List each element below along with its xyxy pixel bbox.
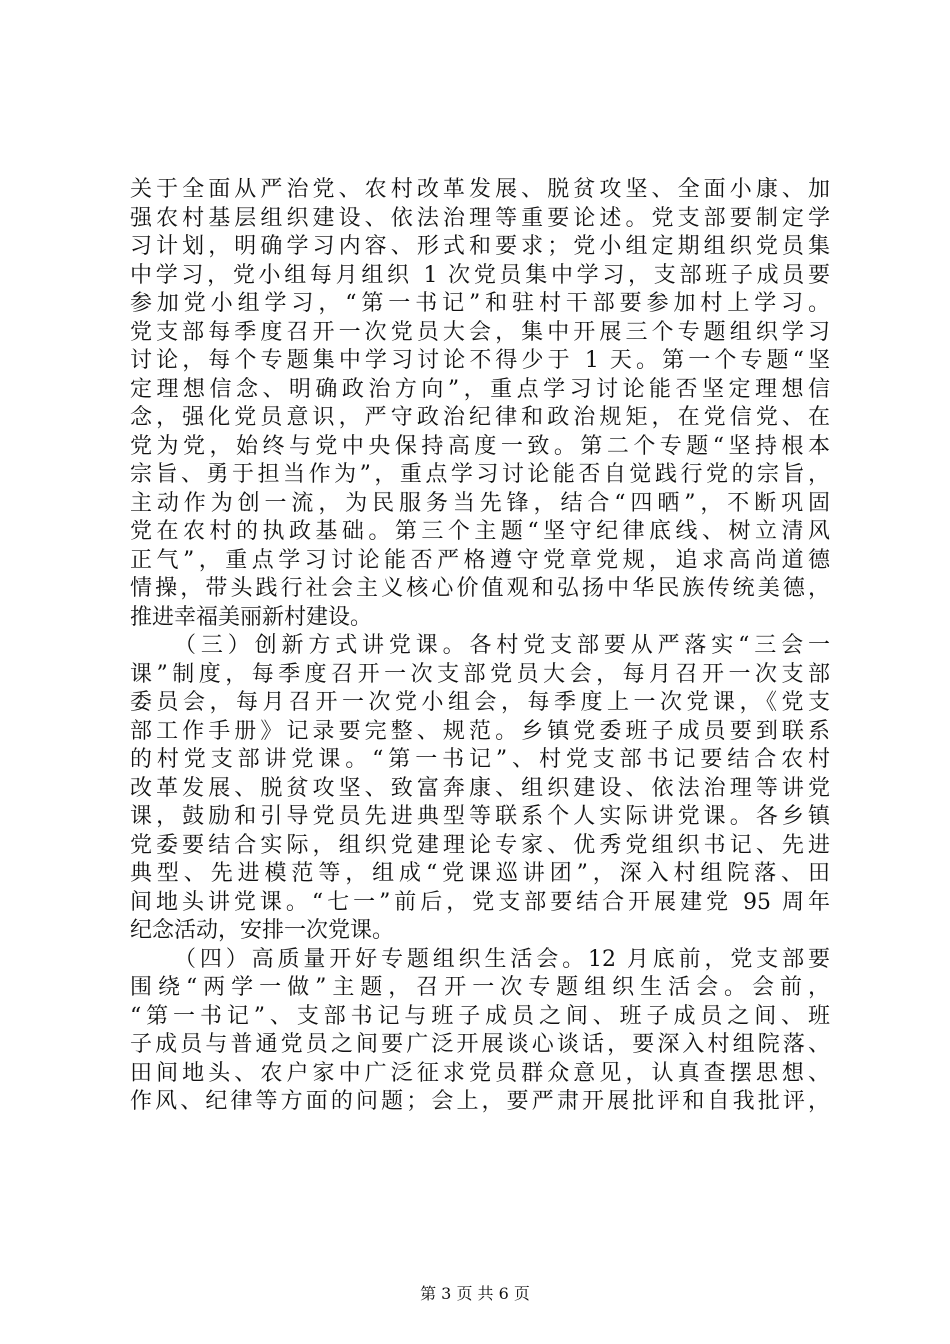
- text-line: 强农村基层组织建设、依法治理等重要论述。党支部要制定学: [130, 205, 830, 231]
- text-line: 围绕“两学一做”主题，召开一次专题组织生活会。会前，: [130, 975, 830, 1000]
- text-line: 典型、先进模范等，组成“党课巡讲团”，深入村组院落、田: [130, 861, 830, 886]
- text-line: 党在农村的执政基础。第三个主题“坚守纪律底线、树立清风: [130, 519, 830, 544]
- text-line: 正气”，重点学习讨论能否严格遵守党章党规，追求高尚道德: [130, 547, 830, 573]
- text-line: 中学习，党小组每月组织 1 次党员集中学习，支部班子成员要: [130, 262, 830, 288]
- text-line: 宗旨、勇于担当作为”，重点学习讨论能否自觉践行党的宗旨，: [130, 462, 830, 487]
- text-line: 党支部每季度召开一次党员大会，集中开展三个专题组织学习: [130, 319, 830, 345]
- text-line: 间地头讲党课。“七一”前后，党支部要结合开展建党 95 周年: [130, 889, 830, 915]
- text-line: 的村党支部讲党课。“第一书记”、村党支部书记要结合农村: [130, 747, 830, 772]
- text-line: 改革发展、脱贫攻坚、致富奔康、组织建设、依法治理等讲党: [130, 775, 830, 801]
- document-body: [130, 176, 830, 1117]
- text-line: 子成员与普通党员之间要广泛开展谈心谈话，要深入村组院落、: [130, 1032, 830, 1057]
- page-number-label: 第 3 页 共 6 页: [420, 1284, 530, 1303]
- text-line: 情操，带头践行社会主义核心价值观和弘扬中华民族传统美德，: [130, 576, 830, 601]
- section-heading-line: （三）创新方式讲党课。各村党支部要从严落实“三会一: [174, 633, 830, 658]
- text-line: 委员会，每月召开一次党小组会，每季度上一次党课，《党支: [130, 690, 830, 715]
- text-line: 课”制度，每季度召开一次支部党员大会，每月召开一次支部: [130, 661, 830, 687]
- text-line: 课，鼓励和引导党员先进典型等联系个人实际讲党课。各乡镇: [130, 804, 830, 829]
- text-line: 定理想信念、明确政治方向”，重点学习讨论能否坚定理想信: [130, 376, 830, 402]
- text-line: 参加党小组学习，“第一书记”和驻村干部要参加村上学习。: [130, 291, 830, 316]
- section-heading-line: （四）高质量开好专题组织生活会。12 月底前，党支部要: [174, 946, 830, 972]
- text-line: 田间地头、农户家中广泛征求党员群众意见，认真查摆思想、: [130, 1060, 830, 1086]
- text-line: 党为党，始终与党中央保持高度一致。第二个专题“坚持根本: [130, 433, 830, 459]
- text-line: 纪念活动，安排一次党课。: [130, 918, 395, 943]
- text-line: 主动作为创一流，为民服务当先锋，结合“四晒”，不断巩固: [130, 490, 830, 516]
- page-footer: [0, 1284, 950, 1304]
- text-line: 作风、纪律等方面的问题；会上，要严肃开展批评和自我批评，: [130, 1089, 830, 1114]
- text-line: 党委要结合实际，组织党建理论专家、优秀党组织书记、先进: [130, 832, 830, 858]
- text-line: 部工作手册》记录要完整、规范。乡镇党委班子成员要到联系: [130, 718, 830, 744]
- text-line: 习计划，明确学习内容、形式和要求；党小组定期组织党员集: [130, 234, 830, 259]
- text-line: 念，强化党员意识，严守政治纪律和政治规矩，在党信党、在: [130, 405, 830, 430]
- text-line: 讨论，每个专题集中学习讨论不得少于 1 天。第一个专题“坚: [130, 348, 830, 373]
- text-line: “第一书记”、支部书记与班子成员之间、班子成员之间、班: [130, 1003, 830, 1029]
- text-line: 推进幸福美丽新村建设。: [130, 604, 373, 630]
- text-line: 关于全面从严治党、农村改革发展、脱贫攻坚、全面小康、加: [130, 177, 830, 202]
